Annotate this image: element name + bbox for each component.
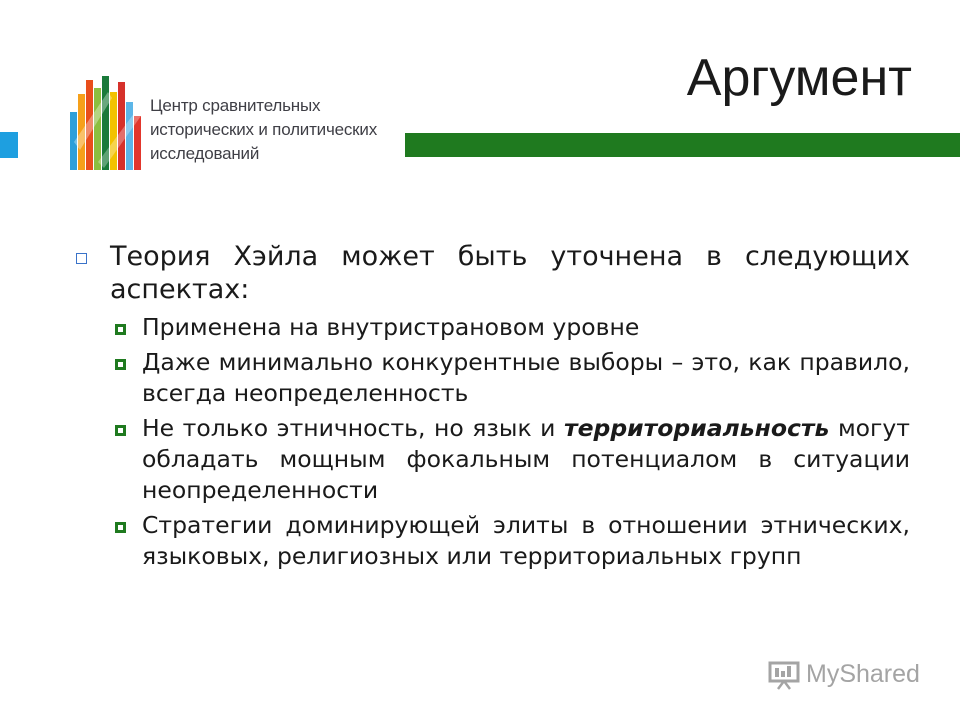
sub-bullet-item — [110, 347, 910, 409]
logo-line-3: исследований — [150, 144, 260, 163]
sub-bullet-text: Стратегии доминирующей элиты в отношении этнических, языковых, религиозных или территориальных групп — [142, 511, 910, 570]
green-square-bullet-icon — [115, 522, 126, 533]
emphasized-term: территориальность — [563, 414, 830, 442]
green-square-bullet-icon — [115, 359, 126, 370]
green-square-bullet-icon — [115, 324, 126, 335]
sub-bullet-list — [74, 312, 910, 572]
sub-bullet-item — [110, 312, 910, 343]
projector-screen-icon — [768, 660, 802, 690]
green-square-bullet-icon — [115, 425, 126, 436]
watermark[interactable] — [768, 656, 938, 696]
bullet-list — [74, 240, 910, 576]
hollow-square-bullet-icon — [76, 253, 87, 264]
title-underline-bar — [405, 133, 960, 157]
bullet-level1-text: Теория Хэйла может быть уточнена в следующих аспектах: — [110, 241, 910, 305]
sub-bullet-item — [110, 510, 910, 572]
sub-bullet-item — [110, 413, 910, 506]
bullet-level1 — [74, 240, 910, 306]
left-accent-bar — [0, 132, 18, 158]
slide-title: Аргумент — [686, 49, 912, 107]
watermark-text: MyShared — [806, 660, 920, 688]
logo-mark-icon — [68, 72, 148, 172]
sub-bullet-text-after: могут обладать мощным фокальным потенциалом в ситуации неопределенности — [142, 414, 910, 504]
sub-bullet-text: Даже минимально конкурентные выборы – это, как правило, всегда неопределенность — [142, 348, 910, 407]
logo-text — [150, 94, 410, 166]
sub-bullet-text-before: Не только этничность, но язык и — [142, 414, 564, 442]
sub-bullet-text: Применена на внутристрановом уровне — [142, 313, 640, 341]
logo-line-2: исторических и политических — [150, 120, 378, 139]
logo — [68, 72, 408, 172]
logo-line-1: Центр сравнительных — [150, 96, 321, 115]
